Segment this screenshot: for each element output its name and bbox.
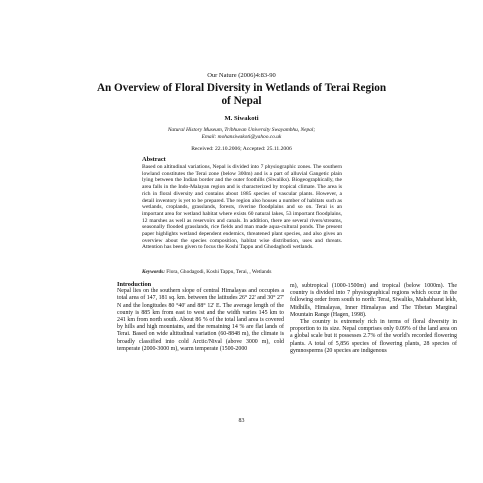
body-column-left bbox=[117, 281, 284, 353]
author-name: M. Siwakoti bbox=[224, 115, 259, 122]
body-paragraph: m), subtropical (1000-1500m) and tropical (below 1000m). The country is divided into 7 physiographical regions which occur in the following order from south to north: Terai, Siwaliks, Mahabharat lekh, Midhills, Himalayas, Inner Himalayas and The Tibetan Marginal Mountain Range (Hagen, 1998). bbox=[290, 283, 457, 318]
abstract-text: Based on altitudinal variations, Nepal is divided into 7 physiographic zones. The southern lowland constitutes the Terai zone (below 300m) and is a part of alluvial Gangetic plain lying between the Indian border and the outer foothills (Siwaliks). Biogeographically, the area falls in the Indo-Malayan region and is characterized by tropical climate. The area is rich in floral diversity and contains about 1885 species of vascular plants. However, a detail inventory is yet to be prepared. The region also houses a number of habitats such as wetlands, croplands, grasslands, forests, riverine floodplains and so on. Terai is an important area for wetland habitat where exists 60 natural lakes, 53 important floodplains, 12 marshes as well as reservoirs and canals. In addition, there are several rivers/streams, seasonally flooded grasslands, rice fields and man made aqua-cultural ponds. The present paper highlights wetland dependent endemics, threatened plant species, and also gives an overview about the species composition, habitat wise distribution, uses and threats. Attention has been given to focus the Koshi Tappu and Ghodaghodi wetlands. bbox=[142, 164, 342, 251]
introduction-heading: Introduction bbox=[117, 281, 152, 288]
journal-citation: Our Nature (2006)4:83-90 bbox=[207, 72, 276, 79]
keywords bbox=[142, 269, 352, 275]
submission-dates: Received: 22.10.2006; Accepted: 25.11.2006 bbox=[191, 146, 292, 152]
body-paragraph: Nepal lies on the southern slope of central Himalayas and occupies a total area of 147, 181 sq. km. between the latitudes 26° 22' and 30° 27' N and the longitudes 80 °40' and 88° 12' E. The average length of the county is 885 km from east to west and the width varies 145 km to 241 km from north south. About 86 % of the total land area is covered by hills and high mountains, and the remaining 14 % are flat lands of Terai. Based on wide altitudinal variation (60-8848 m), the climate is broadly classified into cold Arctic/Nival (above 3000 m), cold temperate (2000-3000 m), warm temperate (1500-2000 bbox=[117, 288, 284, 352]
keywords-label: Keywords: bbox=[142, 269, 165, 275]
page-number: 83 bbox=[238, 418, 245, 424]
abstract-heading: Abstract bbox=[142, 156, 166, 163]
author-affiliation bbox=[110, 127, 373, 141]
affiliation-email: Email: mohansiwakoti@yahoo.co.uk bbox=[201, 133, 282, 140]
article-title: An Overview of Floral Diversity in Wetlands of Terai Region of Nepal bbox=[96, 82, 387, 107]
body-paragraph: The country is extremely rich in terms of floral diversity in proportion to its size. Nepal comprises only 0.09% of the land area on a global scale but it possesses 2.7% of the world's recorded flowering plants. A total of 5,856 species of flowering plants, 28 species of gymnosperms (20 species are indigenous bbox=[290, 319, 457, 354]
keywords-text: Flora, Ghodagodi, Koshi Tappu, Terai, , Wetlands bbox=[166, 269, 272, 275]
affiliation-line: Natural History Museum, Tribhuvan University Swayambhu, Nepal; bbox=[167, 127, 316, 133]
body-column-right bbox=[290, 283, 457, 355]
